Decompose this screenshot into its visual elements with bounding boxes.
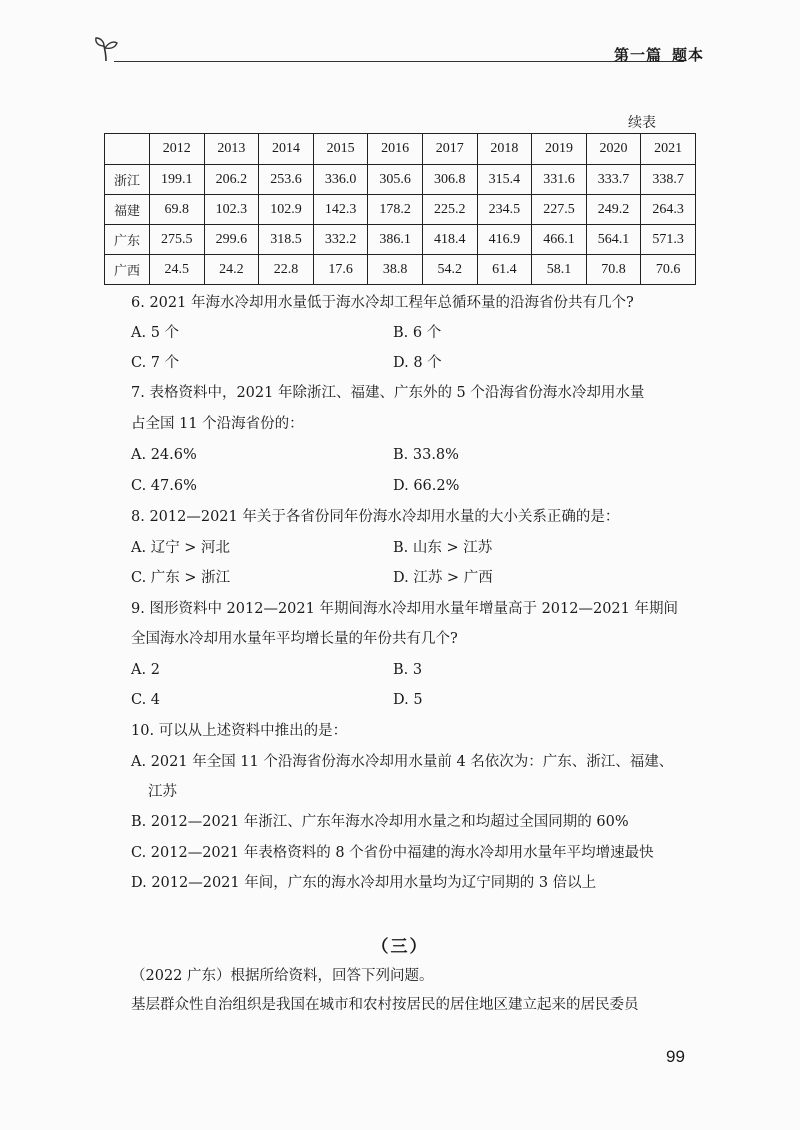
q7-option-d: D. 66.2%	[393, 478, 460, 494]
table-cell: 54.2	[422, 255, 477, 285]
year-header: 2020	[586, 134, 641, 165]
table-header-row	[105, 134, 696, 165]
q6-option-d: D. 8 个	[393, 355, 442, 371]
table-cell: 38.8	[368, 255, 423, 285]
table-cell: 315.4	[477, 165, 532, 195]
row-label: 广东	[105, 225, 150, 255]
table-cell: 333.7	[586, 165, 641, 195]
table-cell: 336.0	[313, 165, 368, 195]
year-header: 2021	[641, 134, 696, 165]
q9-option-b: B. 3	[393, 662, 423, 678]
year-header: 2016	[368, 134, 423, 165]
table-cell: 331.6	[532, 165, 587, 195]
header-rule	[114, 61, 684, 62]
q10-option-a: A. 2021 年全国 11 个沿海省份海水冷却用水量前 4 名依次为：广东、浙江、福建、	[131, 754, 674, 770]
table-cell: 338.7	[641, 165, 696, 195]
year-header: 2014	[259, 134, 314, 165]
table-cell: 264.3	[641, 195, 696, 225]
table-cell: 142.3	[313, 195, 368, 225]
year-header: 2019	[532, 134, 587, 165]
section-paragraph: 基层群众性自治组织是我国在城市和农村按居民的居住地区建立起来的居民委员	[131, 997, 639, 1013]
table-cell: 249.2	[586, 195, 641, 225]
table-cell: 24.5	[150, 255, 205, 285]
table-cell: 178.2	[368, 195, 423, 225]
table-cell: 70.6	[641, 255, 696, 285]
table-cell: 234.5	[477, 195, 532, 225]
row-label: 广西	[105, 255, 150, 285]
q6-option-b: B. 6 个	[393, 325, 442, 341]
table-cell: 102.9	[259, 195, 314, 225]
table-row	[105, 225, 696, 255]
q10-option-b: B. 2012—2021 年浙江、广东年海水冷却用水量之和均超过全国同期的 60%	[131, 814, 629, 830]
q8-option-a: A. 辽宁 > 河北	[131, 540, 231, 556]
q10-option-c: C. 2012—2021 年表格资料的 8 个省份中福建的海水冷却用水量年平均增速最快	[131, 845, 654, 861]
table-cell: 61.4	[477, 255, 532, 285]
question-6-stem: 6. 2021 年海水冷却用水量低于海水冷却工程年总循环量的沿海省份共有几个?	[131, 295, 634, 311]
question-8-stem: 8. 2012—2021 年关于各省份同年份海水冷却用水量的大小关系正确的是：	[131, 509, 620, 525]
year-header: 2017	[422, 134, 477, 165]
table-cell: 253.6	[259, 165, 314, 195]
data-table	[104, 133, 696, 285]
table-cell: 275.5	[150, 225, 205, 255]
q10-option-d: D. 2012—2021 年间，广东的海水冷却用水量均为辽宁同期的 3 倍以上	[131, 875, 597, 891]
q9-option-a: A. 2	[131, 662, 160, 678]
table-cell: 24.2	[204, 255, 259, 285]
table-cell: 206.2	[204, 165, 259, 195]
table-cell: 102.3	[204, 195, 259, 225]
table-row	[105, 165, 696, 195]
q7-option-c: C. 47.6%	[131, 478, 197, 494]
q8-option-c: C. 广东 > 浙江	[131, 570, 231, 586]
question-9-stem: 9. 图形资料中 2012—2021 年期间海水冷却用水量年增量高于 2012—2021 年期间	[131, 601, 678, 617]
table-cell: 227.5	[532, 195, 587, 225]
table-cell: 306.8	[422, 165, 477, 195]
q6-option-a: A. 5 个	[131, 325, 180, 341]
table-cell: 571.3	[641, 225, 696, 255]
year-header: 2012	[150, 134, 205, 165]
table-cell: 22.8	[259, 255, 314, 285]
table-cell: 69.8	[150, 195, 205, 225]
question-10-stem: 10. 可以从上述资料中推出的是：	[131, 723, 348, 739]
table-cell: 332.2	[313, 225, 368, 255]
q8-option-d: D. 江苏 > 广西	[393, 570, 493, 586]
table-corner	[105, 134, 150, 165]
table-cell: 564.1	[586, 225, 641, 255]
q9-option-d: D. 5	[393, 692, 423, 708]
header-part: 第一篇	[613, 46, 662, 64]
q8-option-b: B. 山东 > 江苏	[393, 540, 493, 556]
year-header: 2013	[204, 134, 259, 165]
q7-option-a: A. 24.6%	[131, 447, 197, 463]
q6-option-c: C. 7 个	[131, 355, 180, 371]
table-row	[105, 195, 696, 225]
q10-option-a-cont: 江苏	[148, 784, 177, 800]
table-cell: 466.1	[532, 225, 587, 255]
table-cell: 199.1	[150, 165, 205, 195]
table-cell: 17.6	[313, 255, 368, 285]
question-9-stem-cont: 全国海水冷却用水量年平均增长量的年份共有几个?	[131, 631, 458, 647]
row-label: 福建	[105, 195, 150, 225]
sprout-icon	[92, 34, 120, 62]
header-section: 题本	[671, 46, 704, 64]
table-cell: 416.9	[477, 225, 532, 255]
table-row	[105, 255, 696, 285]
page-header	[92, 30, 704, 70]
header-title	[604, 44, 704, 65]
row-label: 浙江	[105, 165, 150, 195]
section-intro: （2022 广东）根据所给资料，回答下列问题。	[131, 968, 434, 984]
year-header: 2015	[313, 134, 368, 165]
q9-option-c: C. 4	[131, 692, 161, 708]
section-heading: （三）	[371, 937, 429, 957]
q7-option-b: B. 33.8%	[393, 447, 459, 463]
table-cell: 318.5	[259, 225, 314, 255]
page-number: 99	[666, 1047, 685, 1066]
table-cell: 386.1	[368, 225, 423, 255]
table-cell: 299.6	[204, 225, 259, 255]
table-cell: 70.8	[586, 255, 641, 285]
question-7-stem: 7. 表格资料中，2021 年除浙江、福建、广东外的 5 个沿海省份海水冷却用水量	[131, 385, 645, 401]
table-cell: 225.2	[422, 195, 477, 225]
table-cell: 305.6	[368, 165, 423, 195]
table-cell: 418.4	[422, 225, 477, 255]
continued-label: 续表	[628, 115, 656, 131]
question-7-stem-cont: 占全国 11 个沿海省份的：	[131, 416, 304, 432]
year-header: 2018	[477, 134, 532, 165]
table-cell: 58.1	[532, 255, 587, 285]
